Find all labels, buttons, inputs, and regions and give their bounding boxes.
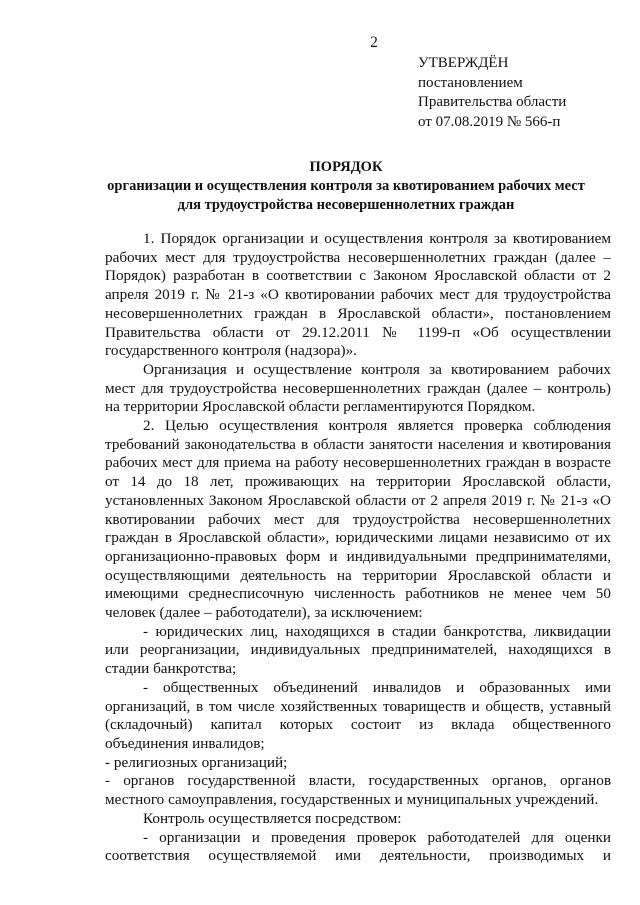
list-item: - юридических лиц, находящихся в стадии банкротства, ликвидации или реорганизации, индивидуальных предпринимателей, находящихся в стадии банкротства; [105, 622, 611, 678]
document-heading [96, 158, 596, 215]
list-item: - общественных объединений инвалидов и образованных ими организаций, в том числе хозяйственных товариществ и обществ, уставный (складочный) капитал которых состоит из вклада общественного объединения инвалидов; [105, 678, 611, 752]
approval-line: Правительства области [418, 94, 567, 110]
document-body [105, 230, 611, 866]
approval-line: УТВЕРЖДЁН [418, 55, 509, 71]
paragraph: Организация и осуществление контроля за квотированием рабочих мест для трудоустройства несовершеннолетних граждан (далее – контроль) на территории Ярославской области регламентируются Порядком. [105, 360, 611, 416]
paragraph: 1. Порядок организации и осуществления контроля за квотированием рабочих мест для трудоустройства несовершеннолетних граждан (далее – Порядок) разработан в соответствии с Законом Ярославской области от 2 апреля 2019 г. № 21-з «О квотировании рабочих мест для трудоустройства несовершеннолетних граждан в Ярославской области», постановлением Правительства области от 29.12.2011 № 1199-п «Об осуществлении государственного контроля (надзора)». [105, 230, 611, 360]
document-subtitle: для трудоустройства несовершеннолетних граждан [177, 197, 515, 213]
paragraph: Контроль осуществляется посредством: [143, 809, 402, 827]
list-item: - организации и проведения проверок работодателей для оценки соответствия осуществляемой ими деятельности, производимых и [105, 828, 611, 865]
list-item: - религиозных организаций; [105, 753, 288, 771]
page-number: 2 [370, 34, 378, 51]
approval-stamp [418, 54, 566, 132]
document-subtitle: организации и осуществления контроля за квотированием рабочих мест [107, 178, 585, 194]
paragraph: 2. Целью осуществления контроля является проверка соблюдения требований законодательства в области занятости населения и квотирования рабочих мест для приема на работу несовершеннолетних граждан в возрасте от 14 до 18 лет, проживающих на территории Ярославской области, установленных Законом Ярославской области от 2 апреля 2019 г. № 21-з «О квотировании рабочих мест для трудоустройства несовершеннолетних граждан в Ярославской области», юридическими лицами независимо от их организационно-правовых форм и индивидуальными предпринимателями, осуществляющими деятельность на территории Ярославской области и имеющими среднесписочную численность работников не менее чем 50 человек (далее – работодатели), за исключением: [105, 417, 611, 622]
document-title: ПОРЯДОК [309, 159, 383, 175]
approval-line: постановлением [418, 74, 523, 91]
approval-line: от 07.08.2019 № 566-п [418, 113, 561, 130]
list-item: - органов государственной власти, государственных органов, органов местного самоуправления, государственных и муниципальных учреждений. [105, 772, 611, 809]
